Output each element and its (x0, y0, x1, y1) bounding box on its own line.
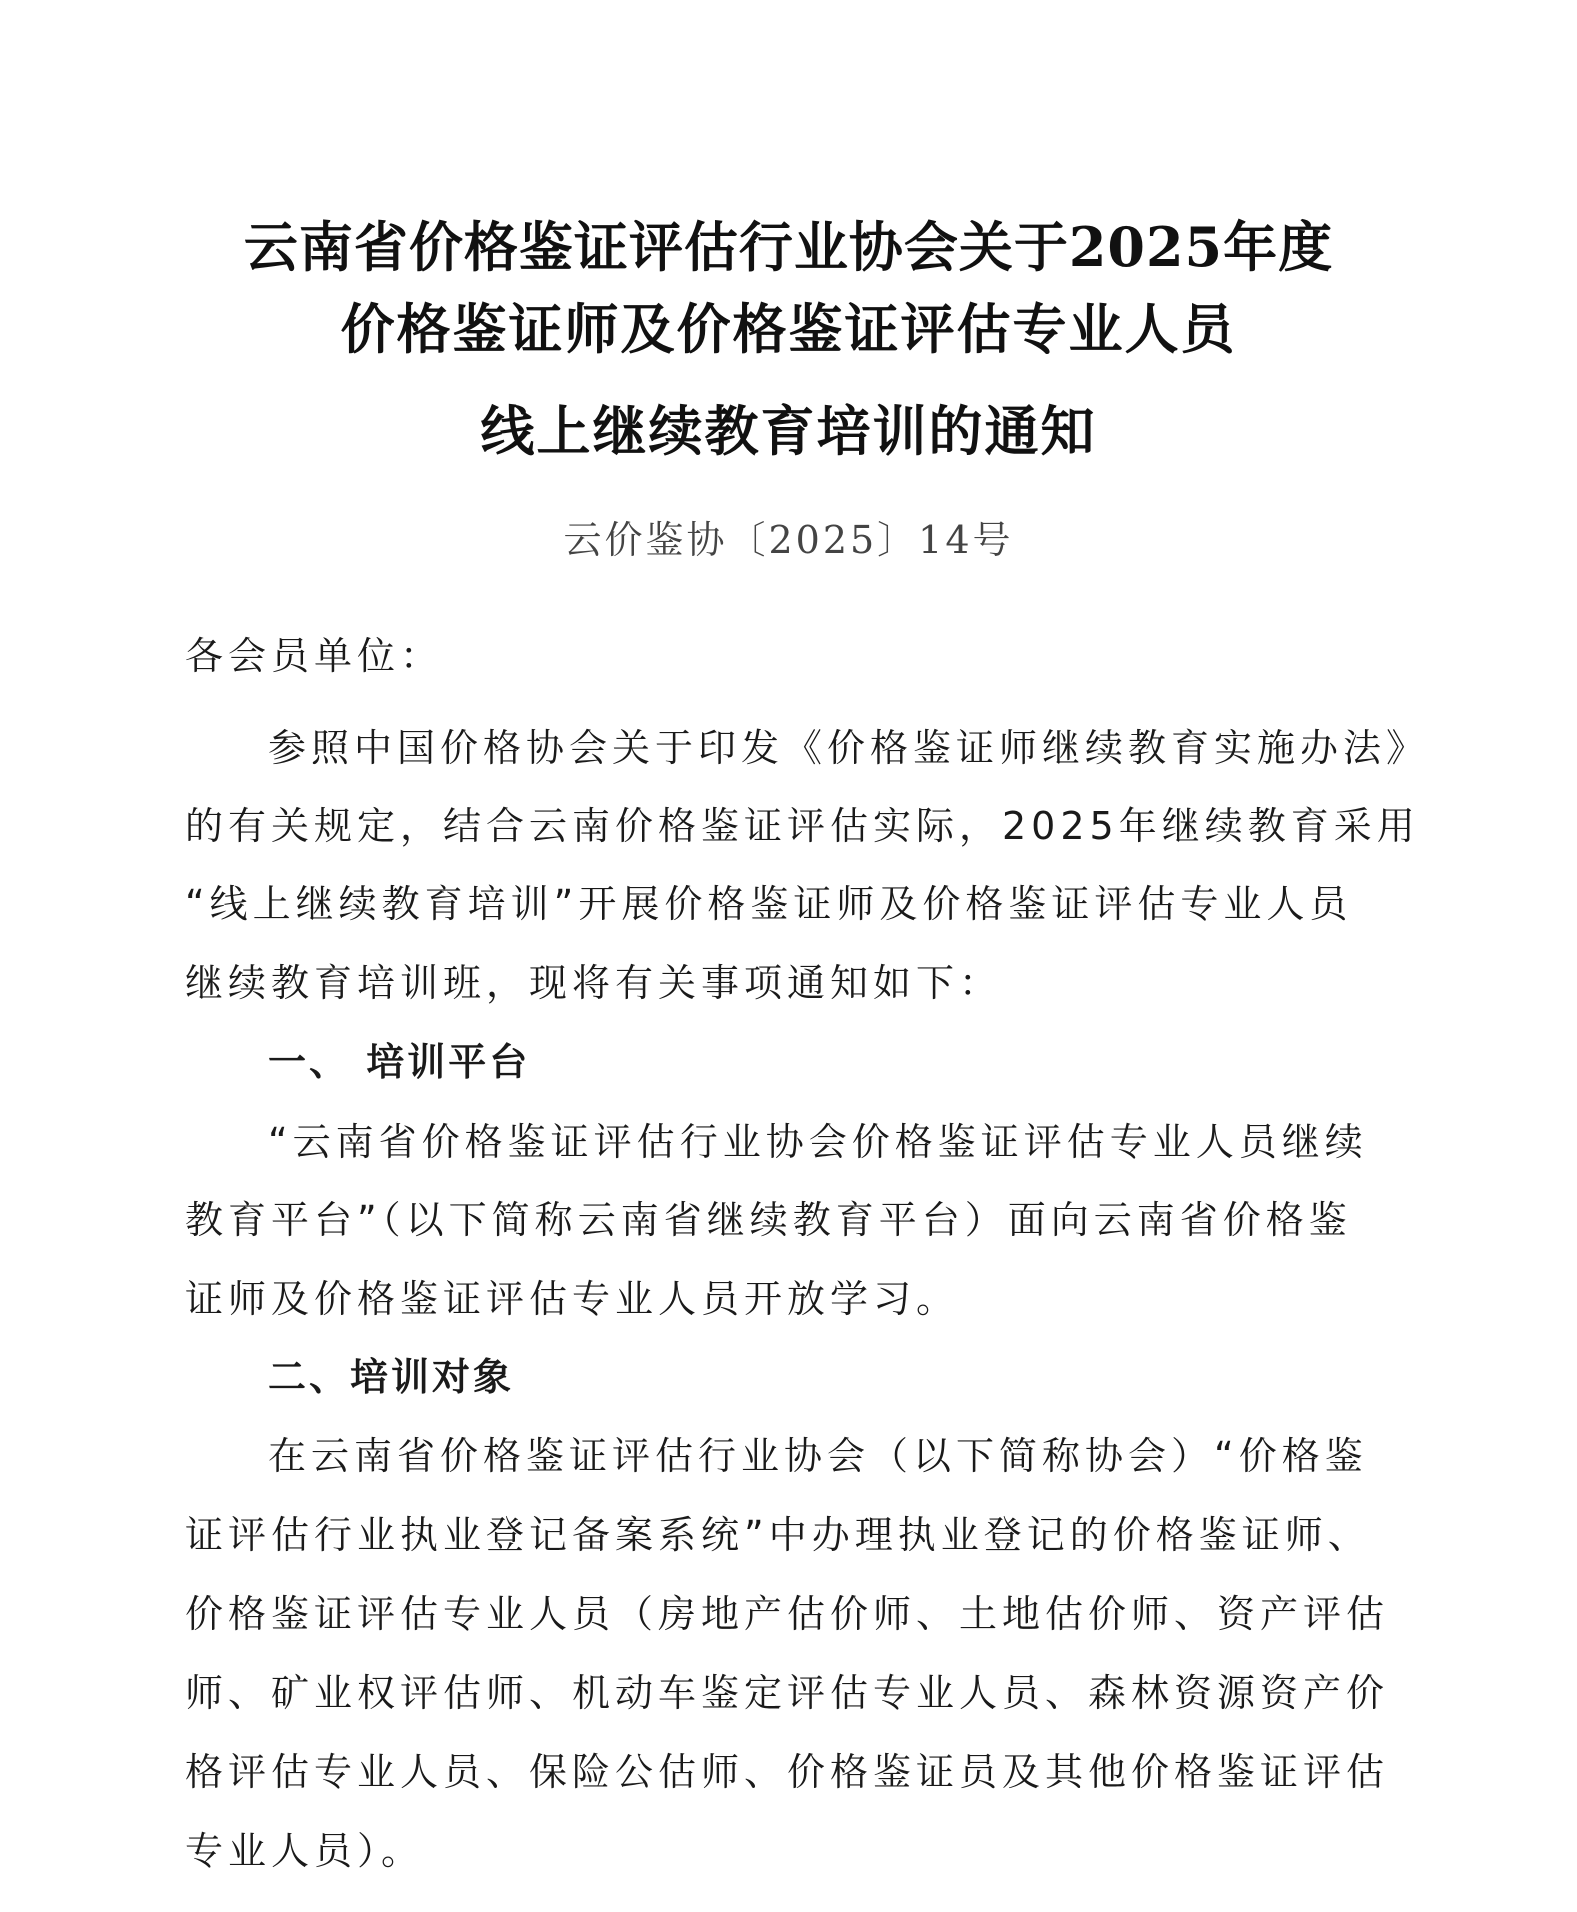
section-text-line: 在云南省价格鉴证评估行业协会（以下简称协会）“价格鉴 (268, 1434, 1368, 1478)
intro-line: 参照中国价格协会关于印发《价格鉴证师继续教育实施办法》 (268, 726, 1430, 770)
section-text-line: 证评估行业执业登记备案系统”中办理执业登记的价格鉴证师、 (185, 1513, 1371, 1557)
section-text-line: 师、矿业权评估师、机动车鉴定评估专业人员、森林资源资产价 (185, 1671, 1390, 1715)
document-number: 云价鉴协〔2025〕14号 (563, 518, 1014, 562)
section-heading-target: 二、培训对象 (268, 1355, 515, 1399)
section-heading-platform: 一、 培训平台 (268, 1040, 531, 1084)
section-text-line: “云南省价格鉴证评估行业协会价格鉴证评估专业人员继续 (268, 1120, 1368, 1164)
section-text-line: 教育平台”（以下简称云南省继续教育平台）面向云南省价格鉴 (185, 1198, 1352, 1242)
intro-line: 继续教育培训班，现将有关事项通知如下： (185, 961, 1003, 1005)
section-text-line: 证师及价格鉴证评估专业人员开放学习。 (185, 1277, 960, 1321)
document-title-line-1: 云南省价格鉴证评估行业协会关于2025年度 (243, 215, 1334, 279)
intro-line: 的有关规定，结合云南价格鉴证评估实际，2025年继续教育采用 (185, 804, 1420, 848)
document-title-line-3: 线上继续教育培训的通知 (480, 399, 1097, 463)
document-title-line-2: 价格鉴证师及价格鉴证评估专业人员 (340, 297, 1237, 361)
section-text-line: 专业人员）。 (185, 1829, 425, 1873)
intro-line: “线上继续教育培训”开展价格鉴证师及价格鉴证评估专业人员 (185, 882, 1353, 926)
salutation: 各会员单位： (185, 634, 444, 678)
section-text-line: 格评估专业人员、保险公估师、价格鉴证员及其他价格鉴证评估 (185, 1750, 1390, 1794)
section-text-line: 价格鉴证评估专业人员（房地产估价师、土地估价师、资产评估 (185, 1592, 1390, 1636)
